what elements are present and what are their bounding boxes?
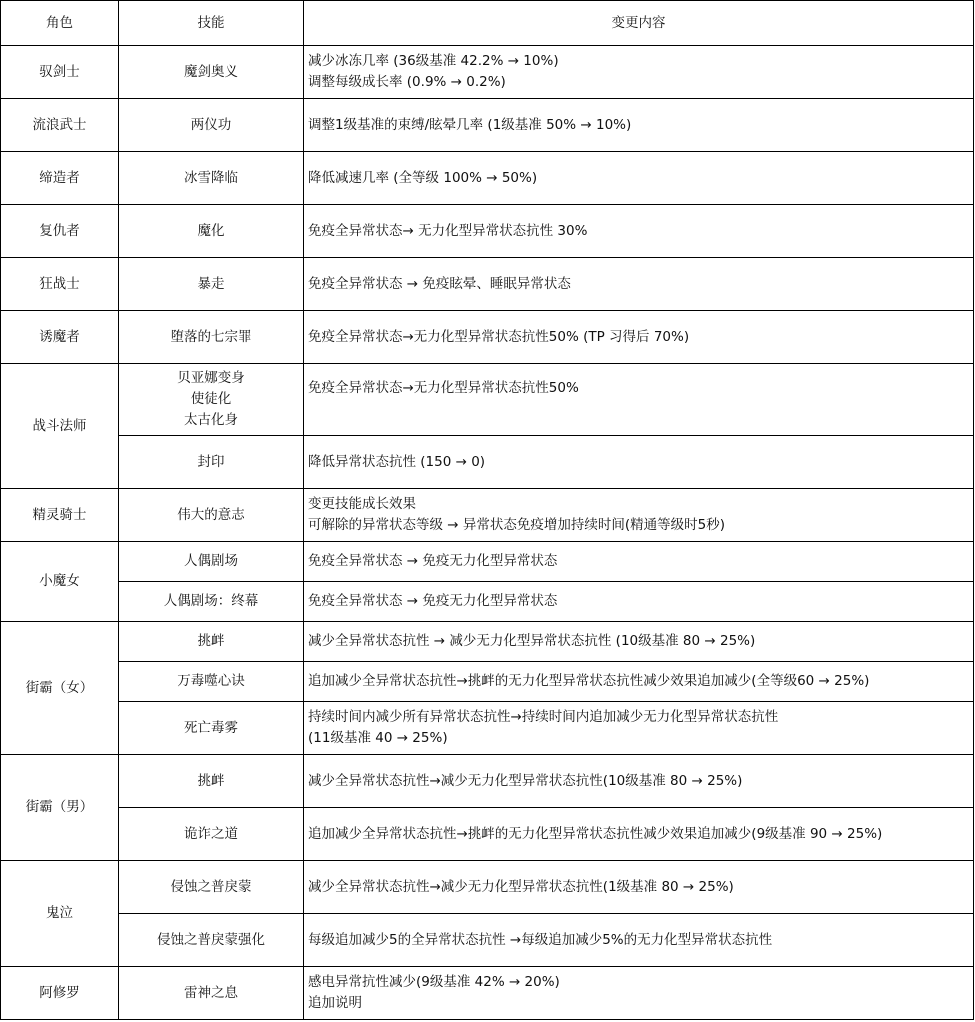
change-line: 减少冰冻几率 (36级基准 42.2% → 10%) [308,53,559,69]
table-row [1,99,974,152]
role-cell: 鬼泣 [1,861,119,967]
table-row [1,967,974,1020]
skill-cell: 侵蚀之普戾蒙强化 [119,914,304,967]
skill-cell: 暴走 [119,258,304,311]
change-cell: 减少全异常状态抗性 → 减少无力化型异常状态抗性 (10级基准 80 → 25%) [304,622,974,662]
skill-cell: 挑衅 [119,622,304,662]
skill-cell: 魔化 [119,205,304,258]
role-cell: 流浪武士 [1,99,119,152]
role-cell: 街霸（男） [1,755,119,861]
change-cell: 每级追加减少5的全异常状态抗性 →每级追加减少5%的无力化型异常状态抗性 [304,914,974,967]
role-cell: 精灵骑士 [1,489,119,542]
table-row [1,364,974,436]
table-row [1,861,974,914]
change-cell: 减少全异常状态抗性→减少无力化型异常状态抗性(10级基准 80 → 25%) [304,755,974,808]
table-header-row [1,1,974,46]
skill-cell: 冰雪降临 [119,152,304,205]
change-line: 追加说明 [308,995,362,1011]
header-role: 角色 [1,1,119,46]
change-line: 调整每级成长率 (0.9% → 0.2%) [308,74,506,90]
skill-cell: 诡诈之道 [119,808,304,861]
table-row [1,622,974,662]
table-row [1,808,974,861]
change-cell: 免疫全异常状态→ 无力化型异常状态抗性 30% [304,205,974,258]
skill-cell: 封印 [119,436,304,489]
skill-line: 贝亚娜变身 [177,370,245,386]
table-row [1,46,974,99]
header-skill: 技能 [119,1,304,46]
table-row [1,755,974,808]
skill-cell: 挑衅 [119,755,304,808]
table-row [1,489,974,542]
role-cell: 驭剑士 [1,46,119,99]
change-line: 感电异常抗性减少(9级基准 42% → 20%) [308,974,560,990]
change-cell: 追加减少全异常状态抗性→挑衅的无力化型异常状态抗性减少效果追加减少(9级基准 90 → 25%) [304,808,974,861]
skill-cell: 雷神之息 [119,967,304,1020]
change-cell: 调整1级基准的束缚/眩晕几率 (1级基准 50% → 10%) [304,99,974,152]
change-cell [304,702,974,755]
skill-cell [119,364,304,436]
role-cell: 复仇者 [1,205,119,258]
skill-line: 太古化身 [184,412,238,428]
role-cell: 战斗法师 [1,364,119,489]
table-row [1,914,974,967]
change-cell: 减少全异常状态抗性→减少无力化型异常状态抗性(1级基准 80 → 25%) [304,861,974,914]
role-cell: 诱魔者 [1,311,119,364]
change-cell [304,967,974,1020]
skill-cell: 人偶剧场 [119,542,304,582]
change-cell: 降低异常状态抗性 (150 → 0) [304,436,974,489]
skill-cell: 魔剑奥义 [119,46,304,99]
role-cell: 阿修罗 [1,967,119,1020]
change-cell: 追加减少全异常状态抗性→挑衅的无力化型异常状态抗性减少效果追加减少(全等级60 → 25%) [304,662,974,702]
change-cell: 免疫全异常状态 → 免疫无力化型异常状态 [304,542,974,582]
skill-line: 使徒化 [190,391,232,407]
role-cell: 小魔女 [1,542,119,622]
table-row [1,582,974,622]
table-row [1,436,974,489]
skill-cell: 人偶剧场：终幕 [119,582,304,622]
role-cell: 狂战士 [1,258,119,311]
change-cell: 免疫全异常状态 → 免疫眩晕、睡眠异常状态 [304,258,974,311]
table-row [1,258,974,311]
change-cell: 免疫全异常状态→无力化型异常状态抗性50% (TP 习得后 70%) [304,311,974,364]
table-row [1,152,974,205]
skill-cell: 死亡毒雾 [119,702,304,755]
table-row [1,702,974,755]
skill-cell: 两仪功 [119,99,304,152]
change-cell [304,46,974,99]
table-row [1,311,974,364]
change-cell: 免疫全异常状态 → 免疫无力化型异常状态 [304,582,974,622]
skill-cell: 伟大的意志 [119,489,304,542]
table-row [1,205,974,258]
skill-cell: 万毒噬心诀 [119,662,304,702]
skill-cell: 侵蚀之普戾蒙 [119,861,304,914]
change-cell [304,489,974,542]
change-cell: 免疫全异常状态→无力化型异常状态抗性50% [304,364,974,436]
skill-cell: 堕落的七宗罪 [119,311,304,364]
change-cell: 降低减速几率 (全等级 100% → 50%) [304,152,974,205]
change-line: 可解除的异常状态等级 → 异常状态免疫增加持续时间(精通等级时5秒) [308,517,726,533]
change-line: (11级基准 40 → 25%) [308,730,448,746]
table-row [1,662,974,702]
role-cell: 缔造者 [1,152,119,205]
header-change: 变更内容 [304,1,974,46]
change-line: 变更技能成长效果 [308,496,416,512]
change-line: 持续时间内减少所有异常状态抗性→持续时间内追加减少无力化型异常状态抗性 [308,709,779,725]
role-cell: 街霸（女） [1,622,119,755]
table-row [1,542,974,582]
